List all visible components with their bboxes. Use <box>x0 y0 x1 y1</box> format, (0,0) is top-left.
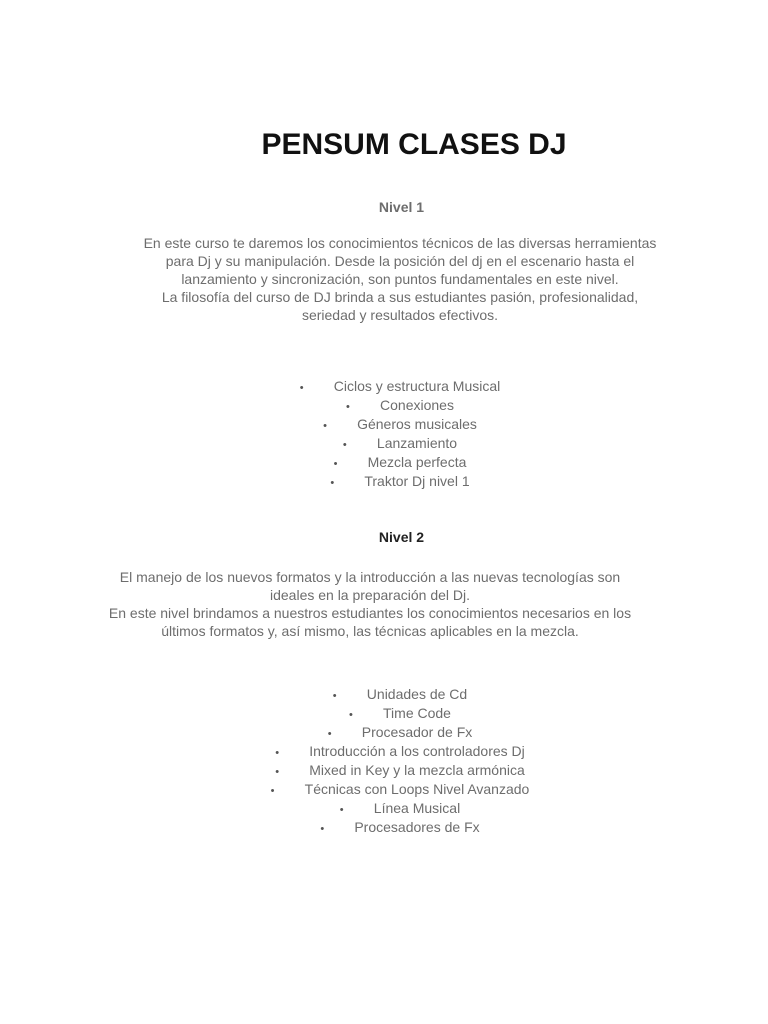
level-1-paragraph: En este curso te daremos los conocimientos técnicos de las diversas herramientas para Dj y su manipulación. Desde la posición del dj en el escenario hasta el lanzamiento y sincronización, son puntos fundamentales en este nivel. <box>143 235 657 287</box>
level-2-topic-list <box>0 685 768 837</box>
level-2-description <box>100 568 640 640</box>
bullet-icon: • <box>275 766 280 778</box>
list-item-label: Procesador de Fx <box>361 724 473 740</box>
bullet-icon: • <box>339 804 344 816</box>
list-item <box>0 704 768 723</box>
list-item-label: Time Code <box>383 705 451 721</box>
level-1-description <box>140 234 660 324</box>
list-item-label: Conexiones <box>380 397 454 413</box>
list-item <box>0 472 768 491</box>
list-item <box>0 761 768 780</box>
bullet-icon: • <box>330 477 335 489</box>
bullet-icon: • <box>270 785 275 797</box>
level-1-heading: Nivel 1 <box>378 199 425 215</box>
list-item-label: Mixed in Key y la mezcla armónica <box>309 762 525 778</box>
level-1-paragraph: La filosofía del curso de DJ brinda a sus estudiantes pasión, profesionalidad, seriedad y resultados efectivos. <box>161 289 639 323</box>
level-2-paragraph: El manejo de los nuevos formatos y la introducción a las nuevas tecnologías son ideales en la preparación del Dj. <box>119 569 621 603</box>
bullet-icon: • <box>299 382 304 394</box>
bullet-icon: • <box>275 747 280 759</box>
list-item <box>0 818 768 837</box>
level-2-heading: Nivel 2 <box>378 529 425 545</box>
document-title: PENSUM CLASES DJ <box>261 128 567 161</box>
list-item <box>0 415 768 434</box>
bullet-icon: • <box>327 728 332 740</box>
list-item-label: Línea Musical <box>373 800 461 816</box>
bullet-icon: • <box>342 439 347 451</box>
list-item-label: Introducción a los controladores Dj <box>309 743 525 759</box>
list-item <box>0 453 768 472</box>
list-item <box>0 742 768 761</box>
level-2-paragraph: En este nivel brindamos a nuestros estudiantes los conocimientos necesarios en los últimos formatos y, así mismo, las técnicas aplicables en la mezcla. <box>108 605 632 639</box>
list-item-label: Unidades de Cd <box>366 686 468 702</box>
list-item-label: Técnicas con Loops Nivel Avanzado <box>304 781 530 797</box>
list-item <box>0 396 768 415</box>
list-item-label: Lanzamiento <box>376 435 458 451</box>
bullet-icon: • <box>349 709 353 721</box>
bullet-icon: • <box>323 420 327 432</box>
list-item <box>0 377 768 396</box>
bullet-icon: • <box>332 690 337 702</box>
list-item-label: Mezcla perfecta <box>367 454 467 470</box>
level-1-topic-list <box>0 377 768 491</box>
bullet-icon: • <box>346 401 350 413</box>
list-item-label: Traktor Dj nivel 1 <box>364 473 470 489</box>
list-item <box>0 799 768 818</box>
list-item <box>0 685 768 704</box>
bullet-icon: • <box>333 458 338 470</box>
list-item-label: Procesadores de Fx <box>354 819 480 835</box>
list-item <box>0 434 768 453</box>
list-item <box>0 723 768 742</box>
bullet-icon: • <box>320 823 325 835</box>
list-item-label: Géneros musicales <box>357 416 477 432</box>
list-item <box>0 780 768 799</box>
list-item-label: Ciclos y estructura Musical <box>333 378 501 394</box>
